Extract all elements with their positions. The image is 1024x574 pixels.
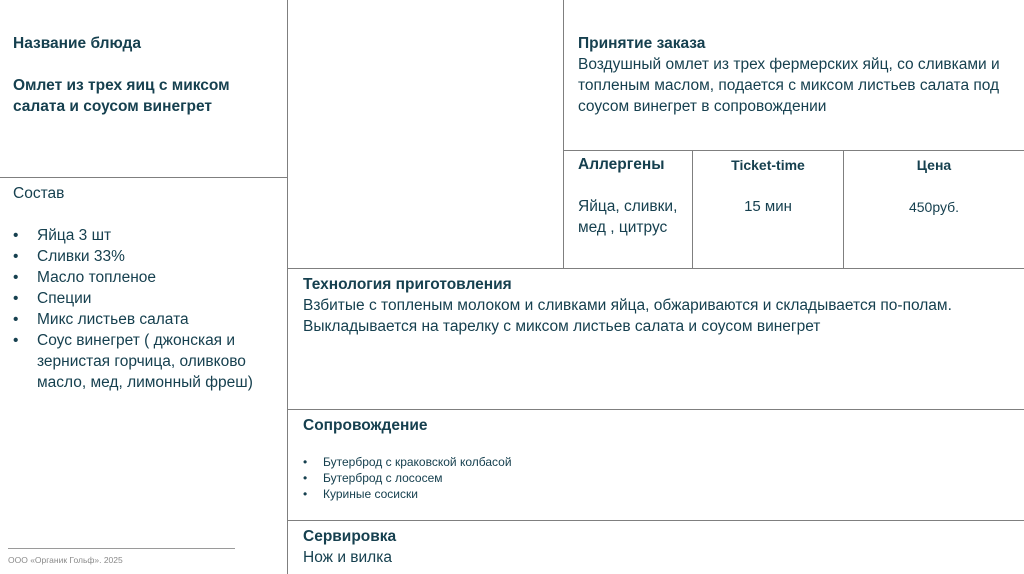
- list-item: • Куриные сосиски: [303, 486, 1003, 502]
- composition-list: [13, 225, 285, 393]
- accompaniment-label: Сопровождение: [303, 417, 428, 434]
- technology-text: Взбитые с топленым молоком и сливками яйца, обжариваются и складывается по-полам. Выкладывается на тарелку с миксом листьев салата и соусом винегрет: [303, 297, 952, 335]
- list-item: • Специи: [13, 288, 285, 309]
- divider: [0, 177, 287, 178]
- order-text: Воздушный омлет из трех фермерских яйц, со сливками и топленым маслом, подается с миксом листьев салата под соусом винегрет в сопровождении: [578, 56, 1000, 115]
- composition-label: Состав: [13, 185, 65, 202]
- price-label: Цена: [916, 157, 952, 173]
- allergens-value: Яйца, сливки, мед , цитрус: [578, 198, 678, 236]
- order-label: Принятие заказа: [578, 35, 706, 52]
- allergens-label: Аллергены: [578, 156, 665, 173]
- divider: [287, 268, 1024, 269]
- technology-section: [303, 274, 1003, 337]
- footer-divider: [8, 548, 235, 549]
- accompaniment-section: [303, 415, 1003, 502]
- list-item: • Масло топленое: [13, 267, 285, 288]
- serving-text: Нож и вилка: [303, 549, 392, 566]
- divider: [287, 520, 1024, 521]
- dish-name: Омлет из трех яиц с миксом салата и соусом винегрет: [13, 77, 230, 115]
- list-item: • Микс листьев салата: [13, 309, 285, 330]
- list-item: • Бутерброд с лососем: [303, 470, 1003, 486]
- list-item: • Яйца 3 шт: [13, 225, 285, 246]
- divider: [563, 0, 564, 268]
- serving-section: [303, 526, 1003, 568]
- price-value: 450руб.: [908, 199, 960, 215]
- composition-section: [13, 183, 285, 393]
- dish-section: [13, 33, 278, 117]
- divider: [287, 409, 1024, 410]
- footer-company: ООО «Органик Гольф». 2025: [8, 555, 123, 565]
- ticket-value: 15 мин: [744, 198, 792, 215]
- list-item: • Сливки 33%: [13, 246, 285, 267]
- accompaniment-list: [303, 454, 1003, 502]
- divider: [287, 0, 288, 574]
- price-section: [844, 155, 1024, 217]
- list-item: • Соус винегрет ( джонская и зернистая горчица, оливково масло, мед, лимонный фреш): [13, 330, 285, 393]
- list-item: • Бутерброд с краковской колбасой: [303, 454, 1003, 470]
- serving-label: Сервировка: [303, 528, 397, 545]
- dish-label: Название блюда: [13, 35, 141, 52]
- order-section: [578, 33, 1008, 117]
- technology-label: Технология приготовления: [303, 276, 512, 293]
- allergens-section: [578, 154, 690, 238]
- ticket-section: [693, 155, 843, 217]
- ticket-label: Ticket-time: [731, 157, 805, 173]
- divider: [563, 150, 1024, 151]
